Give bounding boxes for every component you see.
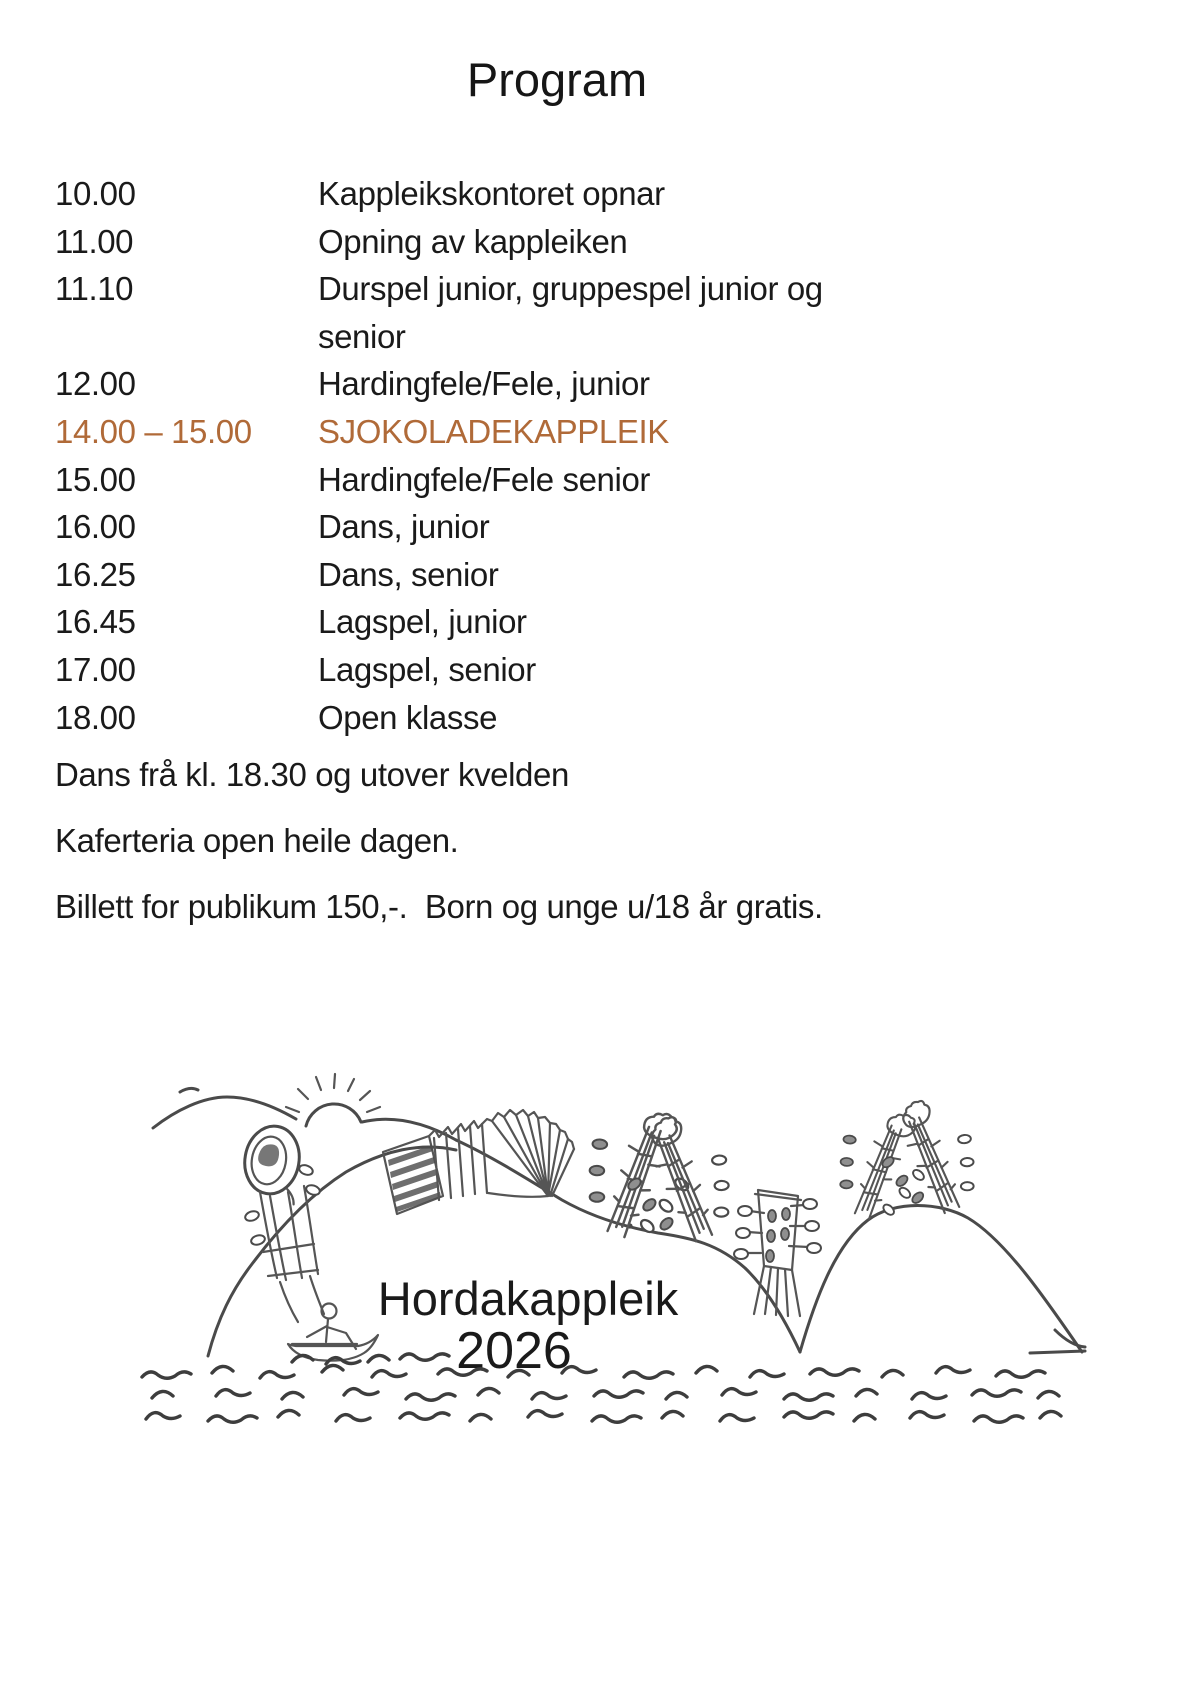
- schedule-row: [55, 408, 878, 456]
- schedule-time: 11.00: [55, 222, 134, 260]
- schedule-row: [55, 265, 878, 360]
- note-paragraph: Billett for publikum 150,-. Born og unge u/18 år gratis.: [55, 888, 823, 925]
- schedule-event: Hardingfele/Fele senior: [318, 460, 650, 498]
- schedule-time: 14.00 – 15.00: [55, 412, 252, 450]
- hordakappleik-illustration: [100, 1000, 1090, 1460]
- schedule-time: 16.45: [55, 603, 136, 641]
- schedule-time: 11.10: [55, 270, 134, 308]
- right-guitar-necks-drawing: [819, 1087, 995, 1232]
- water-waves-drawing: [142, 1365, 1061, 1422]
- schedule-event: Open klasse: [318, 698, 498, 736]
- guitar-headstock-drawing: [734, 1190, 821, 1316]
- schedule-event: Lagspel, junior: [318, 603, 527, 641]
- note-paragraph: Kaferteria open heile dagen.: [55, 822, 459, 859]
- notes-block: [55, 751, 1135, 949]
- schedule-row: [55, 170, 878, 218]
- schedule-time: 18.00: [55, 698, 136, 736]
- note-paragraph: Dans frå kl. 18.30 og utover kvelden: [55, 756, 569, 793]
- schedule-event: SJOKOLADEKAPPLEIK: [318, 412, 669, 450]
- schedule-time: 12.00: [55, 365, 136, 403]
- schedule-time: 17.00: [55, 650, 136, 688]
- schedule-event: Lagspel, senior: [318, 650, 536, 688]
- schedule-list: [55, 170, 878, 741]
- illustration-title: Hordakappleik: [377, 1272, 679, 1325]
- illustration-year: 2026: [456, 1322, 572, 1380]
- schedule-event: Dans, senior: [318, 555, 499, 593]
- page-title: Program: [466, 53, 648, 106]
- schedule-row: [55, 694, 878, 742]
- schedule-time: 16.25: [55, 555, 136, 593]
- schedule-row: [55, 456, 878, 504]
- schedule-time: 15.00: [55, 460, 136, 498]
- schedule-event: Durspel junior, gruppespel junior og senior: [318, 270, 823, 355]
- sun-drawing: [286, 1074, 380, 1126]
- schedule-row: [55, 503, 878, 551]
- schedule-row: [55, 551, 878, 599]
- schedule-time: 10.00: [55, 175, 136, 212]
- schedule-time: 16.00: [55, 508, 136, 546]
- schedule-row: [55, 360, 878, 408]
- schedule-event: Dans, junior: [318, 508, 490, 546]
- schedule-row: [55, 598, 878, 646]
- schedule-row: [55, 646, 878, 694]
- accordion-drawing: [383, 1110, 574, 1214]
- schedule-event: Kappleikskontoret opnar: [318, 175, 665, 212]
- schedule-event: Hardingfele/Fele, junior: [318, 365, 650, 403]
- fiddle-scroll-drawing: [238, 1122, 324, 1322]
- schedule-row: [55, 218, 878, 266]
- schedule-event: Opning av kappleiken: [318, 222, 628, 260]
